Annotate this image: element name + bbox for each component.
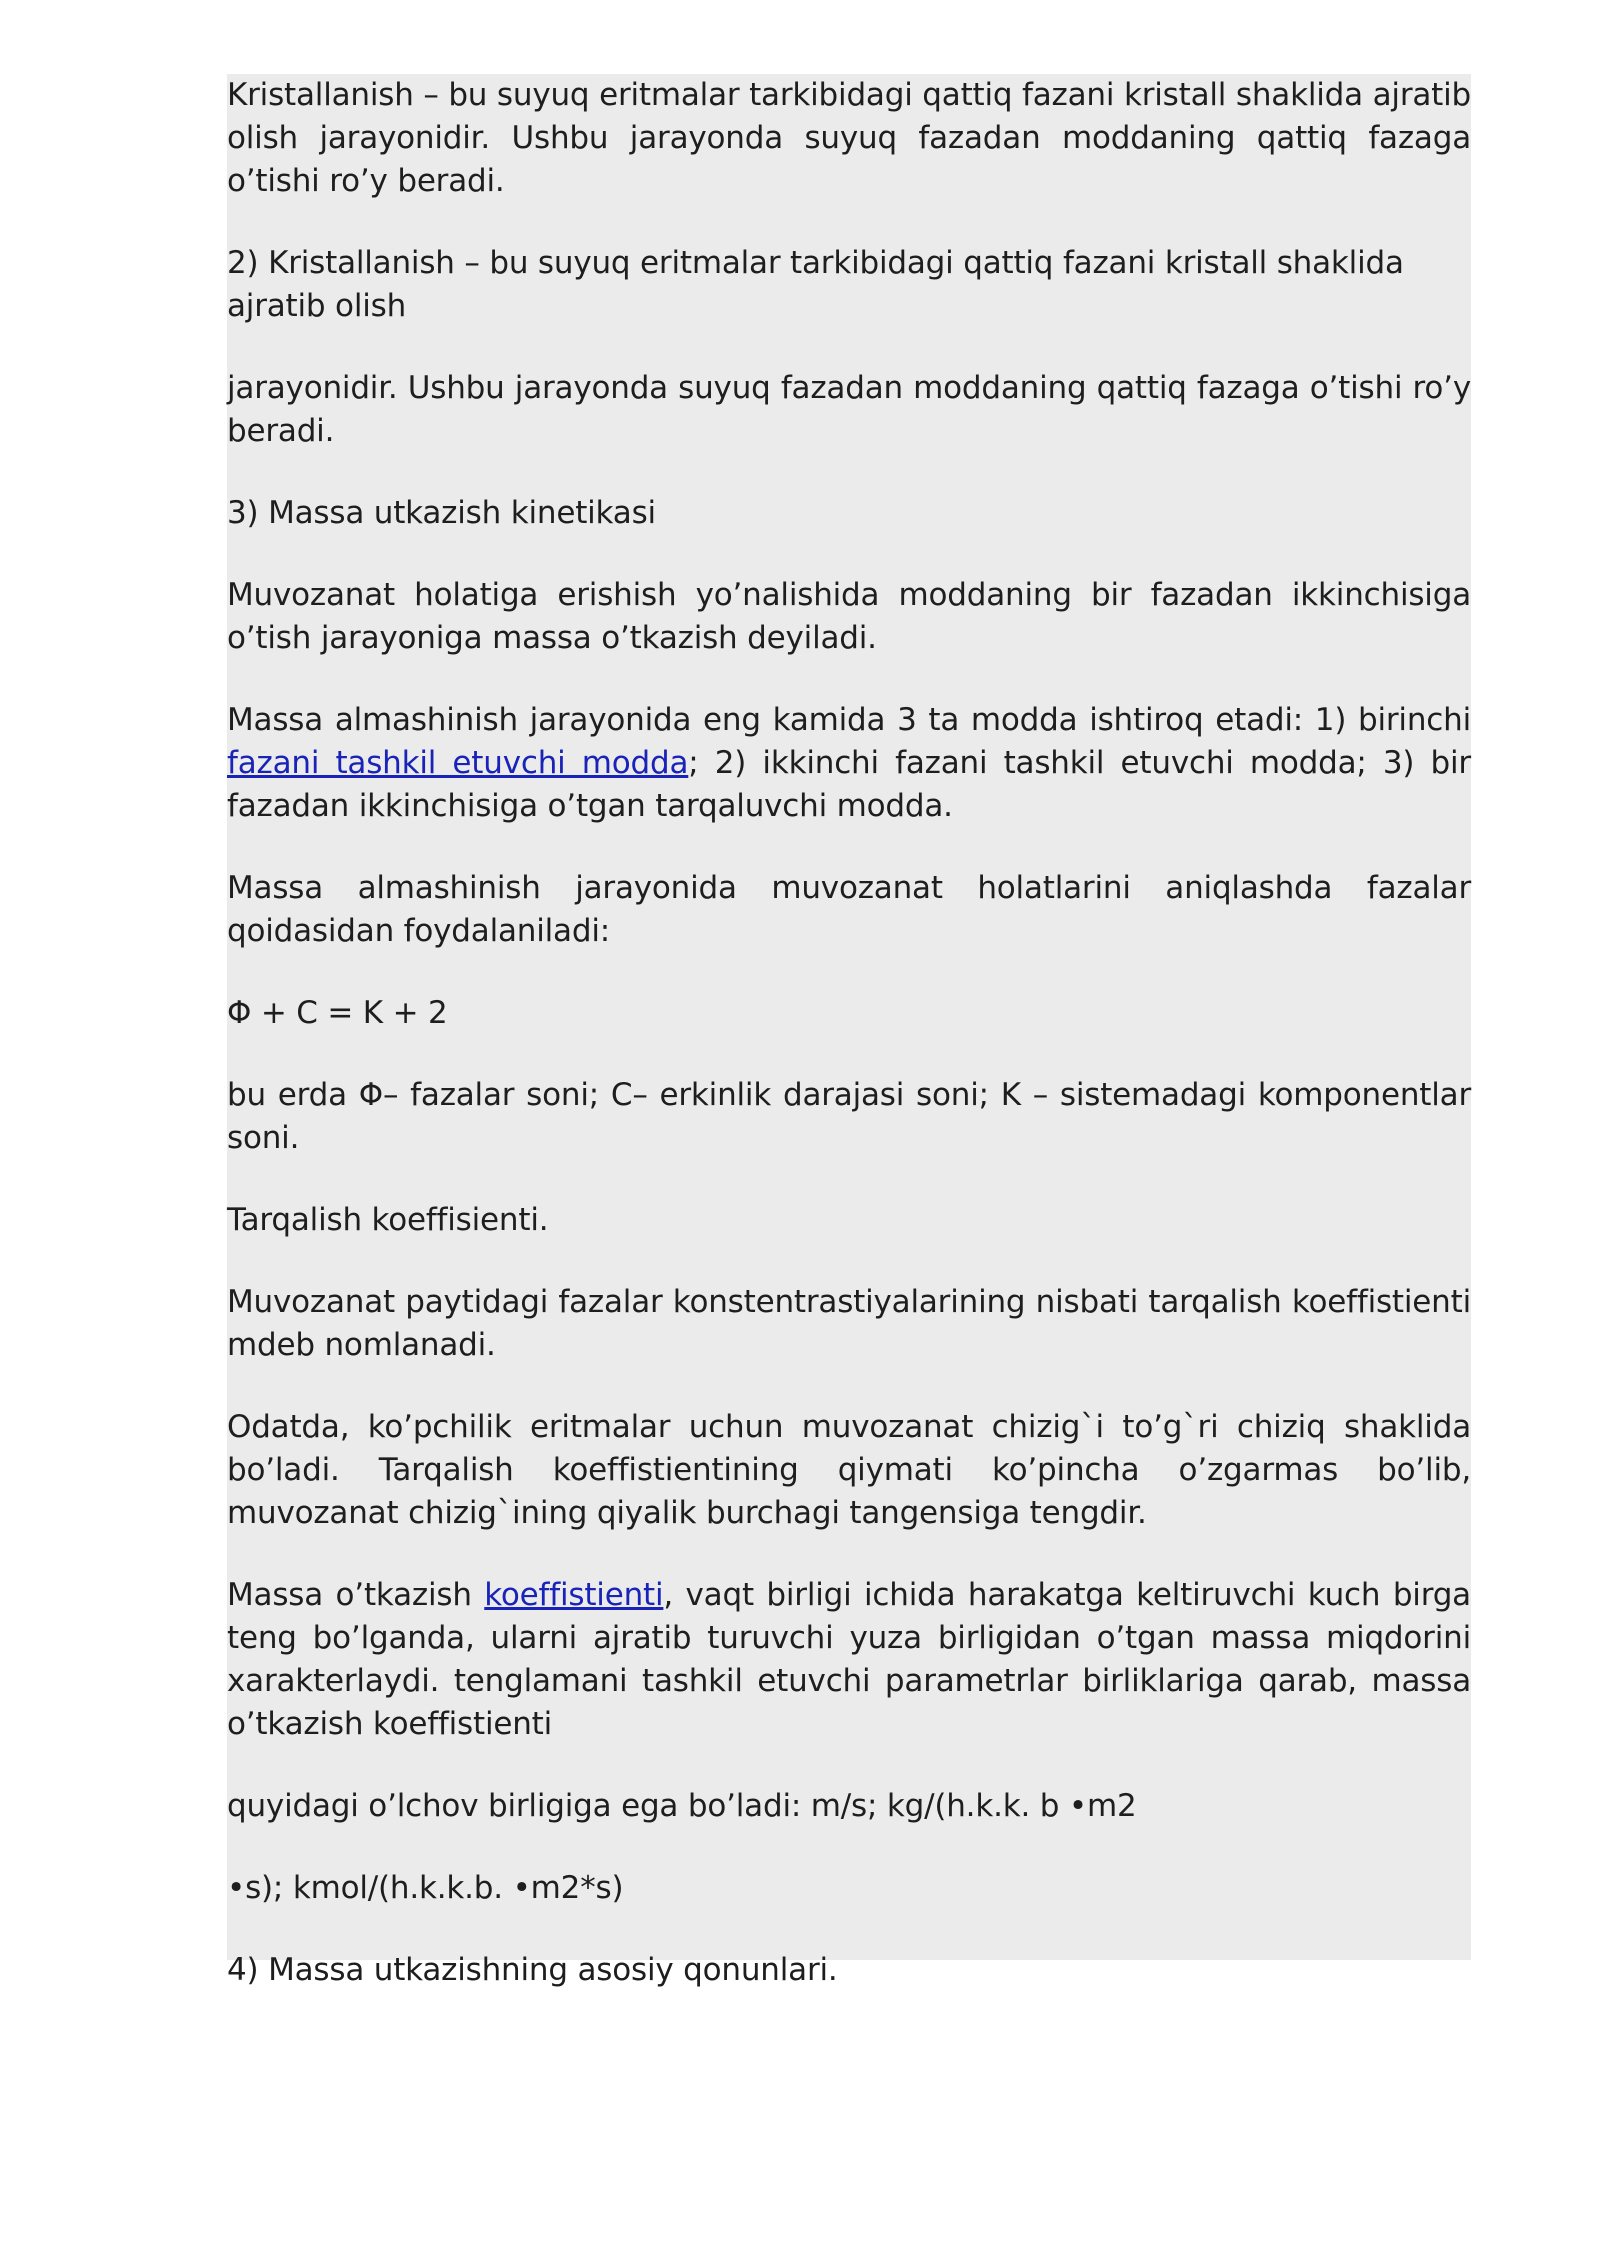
paragraph-mass-transfer-coefficient	[227, 1574, 1471, 1746]
link-phase-forming-substance[interactable]: fazani tashkil etuvchi modda	[227, 745, 689, 781]
paragraph-mass-exchange-substances	[227, 699, 1471, 828]
phase-rule-formula: Φ + C = K + 2	[227, 995, 448, 1031]
link-coefficient[interactable]: koeffistienti	[484, 1577, 664, 1613]
paragraph-mass-transfer-definition: Muvozanat holatiga erishish yo’nalishida moddaning bir fazadan ikkinchisiga o’tish jarayoniga massa o’tkazish deyiladi.	[227, 577, 1471, 656]
paragraph-distribution-coefficient-definition: Muvozanat paytidagi fazalar konstentrastiyalarining nisbati tarqalish koeffistienti mdeb nomlanadi.	[227, 1284, 1471, 1363]
heading-mass-transfer-kinetics: 3) Massa utkazish kinetikasi	[227, 495, 656, 531]
paragraph-crystallization-definition: Kristallanish – bu suyuq eritmalar tarkibidagi qattiq fazani kristall shaklida ajratib olish jarayonidir. Ushbu jarayonda suyuq fazadan moddaning qattiq fazaga o’tishi ro’y beradi.	[227, 77, 1471, 199]
paragraph-text: ; 2) ikkinchi fazani tashkil etuvchi modda; 3) bir fazadan ikkinchisiga o’tgan tarqaluvchi modda.	[227, 745, 1471, 824]
heading-mass-transfer-laws: 4) Massa utkazishning asosiy qonunlari.	[227, 1952, 838, 1988]
paragraph-text: Massa almashinish jarayonida eng kamida 3 ta modda ishtiroq etadi: 1) birinchi	[227, 702, 1471, 738]
highlighted-text-block	[227, 74, 1471, 1988]
paragraph-crystallization-item: 2) Kristallanish – bu suyuq eritmalar tarkibidagi qattiq fazani kristall shaklida ajratib olish	[227, 245, 1404, 324]
heading-distribution-coefficient: Tarqalish koeffisienti.	[227, 1202, 549, 1238]
paragraph-text: , vaqt birligi ichida harakatga keltiruvchi kuch birga teng bo’lganda, ularni ajratib turuvchi yuza birligidan o’tgan massa miqdorini xarakterlaydi. tenglamani tashkil etuvchi parametrlar birliklariga qarab, massa o’tkazish koeffistienti	[227, 1577, 1471, 1742]
paragraph-equilibrium-line: Odatda, ko’pchilik eritmalar uchun muvozanat chizig`i to’g`ri chiziq shaklida bo’ladi. Tarqalish koeffistientining qiymati ko’pincha o’zgarmas bo’lib, muvozanat chizig`ining qiyalik burchagi tangensiga tengdir.	[227, 1409, 1471, 1531]
paragraph-text: Massa o’tkazish	[227, 1577, 485, 1613]
paragraph-formula-explanation: bu erda Φ– fazalar soni; C– erkinlik darajasi soni; K – sistemadagi komponentlar soni.	[227, 1077, 1471, 1156]
paragraph-units-line-2: •s); kmol/(h.k.k.b. •m2*s)	[227, 1870, 624, 1906]
paragraph-units-line-1: quyidagi o’lchov birligiga ega bo’ladi: m/s; kg/(h.k.k. b •m2	[227, 1788, 1137, 1824]
paragraph-phase-rule-intro: Massa almashinish jarayonida muvozanat holatlarini aniqlashda fazalar qoidasidan foydalaniladi:	[227, 870, 1471, 949]
paragraph-crystallization-continuation: jarayonidir. Ushbu jarayonda suyuq fazadan moddaning qattiq fazaga o’tishi ro’y beradi.	[227, 370, 1471, 449]
document-body	[227, 74, 1471, 2031]
